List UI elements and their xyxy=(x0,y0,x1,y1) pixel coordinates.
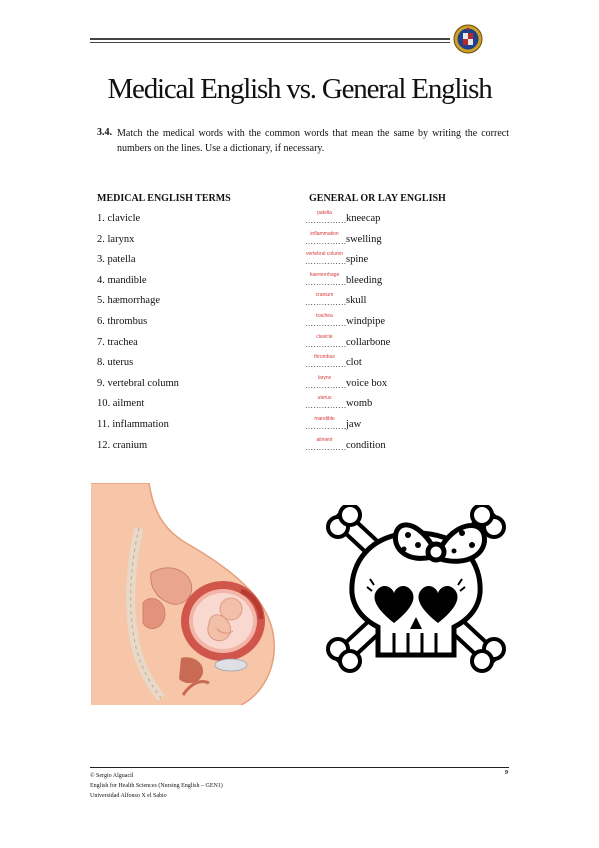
medical-term: 8. uterus xyxy=(97,357,134,369)
answer-blank-line: …………… xyxy=(305,277,347,287)
lay-term: voice box xyxy=(346,377,388,389)
answer-blank-line: …………… xyxy=(305,216,347,225)
exercise-number: 3.4. xyxy=(97,127,112,138)
medical-term: 4. mandible xyxy=(97,274,147,286)
filled-answer: thrombus xyxy=(314,354,335,361)
medical-terms-header: MEDICAL ENGLISH TERMS xyxy=(97,193,231,204)
filled-answer: uterus xyxy=(317,395,332,402)
filled-answer: clavicle xyxy=(316,333,333,340)
table-row xyxy=(0,333,599,356)
answer-blank-line: …………… xyxy=(305,298,347,308)
filled-answer: patella xyxy=(317,210,332,216)
medical-term: 6. thrombus xyxy=(97,316,148,327)
lay-term: windpipe xyxy=(346,316,386,327)
lay-term: kneecap xyxy=(346,213,381,224)
filled-answer: mandible xyxy=(314,416,335,422)
medical-term: 7. trachea xyxy=(97,336,138,348)
table-row xyxy=(0,294,599,314)
header-rule-bottom xyxy=(90,42,450,43)
medical-term: 2. larynx xyxy=(97,233,135,245)
pregnancy-cross-section-illustration xyxy=(91,483,281,705)
filled-answer: ailment xyxy=(316,436,333,443)
footer-university: Universidad Alfonso X el Sabio xyxy=(90,793,167,799)
lay-term: womb xyxy=(346,398,373,410)
table-row xyxy=(0,418,599,438)
exercise-instructions: Match the medical words with the common words that mean the same by writing the correct numbers on the lines. Use a dictionary, if necessary. xyxy=(117,128,509,154)
lay-term: clot xyxy=(346,357,362,369)
table-row xyxy=(0,397,599,417)
answer-blank-line: …………… xyxy=(305,257,347,267)
answer-blank-line: …………… xyxy=(305,319,347,328)
table-row xyxy=(0,230,599,253)
answer-blank-line: …………… xyxy=(305,236,347,246)
filled-answer: inflammation xyxy=(310,230,339,237)
filled-answer: vertebral column xyxy=(306,251,343,258)
table-row xyxy=(0,253,599,273)
medical-term: 5. hæmorrhage xyxy=(97,295,160,307)
answer-blank-line: …………… xyxy=(305,380,347,390)
table-row xyxy=(0,315,599,335)
filled-answer: haemorrhage xyxy=(309,271,340,278)
footer-course: English for Health Sciences (Nursing English – GEN1) xyxy=(90,783,223,789)
lay-term: bleeding xyxy=(346,274,383,286)
table-row xyxy=(0,271,599,294)
header-rule-top xyxy=(90,38,450,40)
page-number: 9 xyxy=(505,770,508,776)
medical-term: 12. cranium xyxy=(97,439,148,451)
table-row xyxy=(0,436,599,459)
lay-term: skull xyxy=(346,295,367,307)
medical-term: 10. ailment xyxy=(97,398,145,410)
answer-blank-line: …………… xyxy=(305,401,347,411)
footer-rule xyxy=(90,767,509,768)
lay-english-header: GENERAL OR LAY ENGLISH xyxy=(309,193,446,204)
answer-blank-line: …………… xyxy=(305,339,347,349)
footer-author: © Sergio Alguacil xyxy=(90,773,134,779)
table-row xyxy=(0,374,599,397)
medical-term: 1. clavicle xyxy=(97,213,141,224)
medical-term: 9. vertebral column xyxy=(97,377,179,389)
medical-term: 3. patella xyxy=(97,254,136,266)
lay-term: collarbone xyxy=(346,336,391,348)
filled-answer: trachea xyxy=(316,313,333,319)
lay-term: swelling xyxy=(346,233,382,245)
answer-blank-line: …………… xyxy=(305,442,347,452)
medical-term: 11. inflammation xyxy=(97,419,169,430)
lay-term: spine xyxy=(346,254,369,266)
table-row xyxy=(0,356,599,376)
answer-blank-line: …………… xyxy=(305,360,347,370)
filled-answer: cranium xyxy=(315,292,334,299)
table-row xyxy=(0,212,599,232)
lay-term: condition xyxy=(346,439,386,451)
skull-with-bow-and-crossbones xyxy=(322,505,510,677)
answer-blank-line: …………… xyxy=(305,422,347,431)
filled-answer: larynx xyxy=(317,374,332,381)
lay-term: jaw xyxy=(346,419,362,430)
page-title: Medical English vs. General English xyxy=(107,73,492,105)
university-seal-icon xyxy=(453,24,483,54)
